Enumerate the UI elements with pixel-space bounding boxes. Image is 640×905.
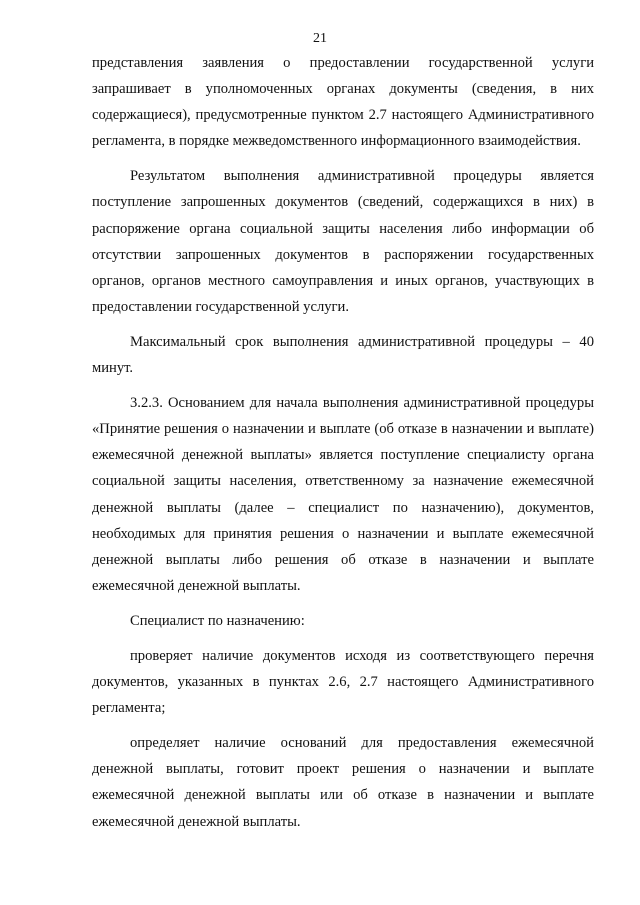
paragraph-2: Результатом выполнения административной процедуры является поступление запрошенных документов (сведений, содержащихся в них) в распоряжение органа социальной защиты населения либо информации об отсутствии запрошенных документов в распоряжении государственных органов, органов местного самоуправления и иных органов, участвующих в предоставлении государственной услуги. — [92, 168, 594, 315]
paragraph-4: 3.2.3. Основанием для начала выполнения административной процедуры «Принятие решения о назначении и выплате (об отказе в назначении и выплате) ежемесячной денежной выплаты» является поступление специалисту органа социальной защиты населения, ответственному за назначение ежемесячной денежной выплаты (далее – специалист по назначению), документов, необходимых для принятия решения о назначении и выплате ежемесячной денежной выплаты либо решения об отказе в назначении и выплате ежемесячной денежной выплаты. — [92, 395, 594, 594]
paragraph-1: представления заявления о предоставлении государственной услуги запрашивает в уполномоченных органах документы (сведения, в них содержащиеся), предусмотренные пунктом 2.7 настоящего Административного регламента, в порядке межведомственного информационного взаимодействия. — [92, 55, 594, 150]
paragraph-5: Специалист по назначению: — [130, 612, 305, 629]
paragraph-6: проверяет наличие документов исходя из соответствующего перечня документов, указанных в пунктах 2.6, 2.7 настоящего Административного регламента; — [92, 647, 594, 717]
paragraph-3: Максимальный срок выполнения административной процедуры – 40 минут. — [92, 333, 594, 377]
paragraph-7: определяет наличие оснований для предоставления ежемесячной денежной выплаты, готовит проект решения о назначении и выплате ежемесячной денежной выплаты или об отказе в назначении и выплате ежемесячной денежной выплаты. — [92, 735, 594, 830]
page-number: 21 — [313, 31, 327, 46]
document-body — [92, 50, 594, 835]
